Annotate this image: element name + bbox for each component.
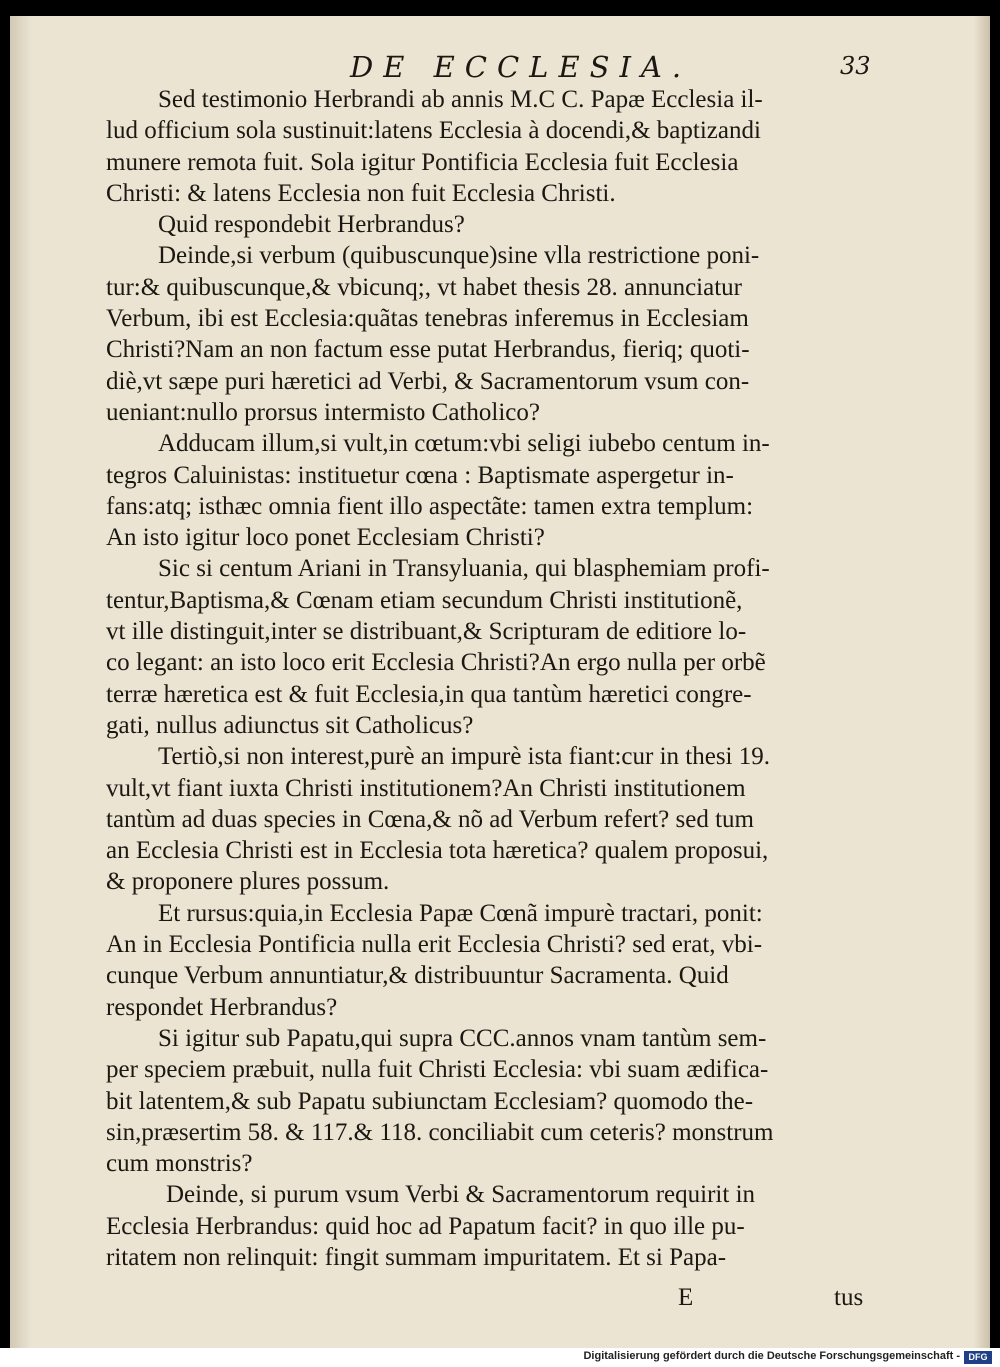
text-line: Et rursus:quia,in Ecclesia Papæ Cœnã impurè tractari, ponit: [158, 899, 763, 927]
text-line: Adducam illum,si vult,in cœtum:vbi seligi iubebo centum in- [158, 430, 770, 458]
text-line: Si igitur sub Papatu,qui supra CCC.annos vnam tantùm sem- [158, 1024, 767, 1052]
text-line: An in Ecclesia Pontificia nulla erit Ecclesia Christi? sed erat, vbi- [106, 931, 763, 959]
text-line: co legant: an isto loco erit Ecclesia Christi?An ergo nulla per orbẽ [106, 649, 766, 677]
text-line: tegros Caluinistas: instituetur cœna : Baptismate aspergetur in- [106, 461, 734, 489]
text-line: ritatem non relinquit: fingit summam impuritatem. Et si Papa- [106, 1243, 727, 1271]
text-line: per speciem præbuit, nulla fuit Christi Ecclesia: vbi suam ædifica- [106, 1056, 769, 1084]
text-line: bit latentem,& sub Papatu subiunctam Ecclesiam? quomodo the- [106, 1087, 754, 1115]
text-line: Sic si centum Ariani in Transyluania, qui blasphemiam profi- [158, 555, 770, 583]
text-line: vt ille distinguit,inter se distribuant,& Scripturam de editiore lo- [106, 618, 747, 646]
text-line: vult,vt fiant iuxta Christi institutionem?An Christi institutionem [106, 774, 746, 802]
catchword: tus [834, 1284, 864, 1311]
book-page [10, 16, 990, 1348]
text-line: & proponere plures possum. [106, 868, 390, 896]
text-line: cum monstris? [106, 1150, 253, 1178]
text-line: An isto igitur loco ponet Ecclesiam Christi? [106, 524, 545, 552]
text-line: cunque Verbum annuntiatur,& distribuuntur Sacramenta. Quid [106, 962, 729, 990]
text-line: tantùm ad duas species in Cœna,& nõ ad Verbum refert? sed tum [106, 805, 754, 833]
text-line: tentur,Baptisma,& Cœnam etiam secundum Christi institutionẽ, [106, 586, 743, 614]
text-line: Sed testimonio Herbrandi ab annis M.C C. Papæ Ecclesia il- [158, 86, 763, 113]
credit-bar [0, 1348, 1000, 1367]
page-number: 33 [840, 52, 871, 80]
page-footer [10, 1284, 990, 1318]
text-line: Ecclesia Herbrandus: quid hoc ad Papatum facit? in quo ille pu- [106, 1212, 745, 1240]
text-line: gati, nullus adiunctus sit Catholicus? [106, 711, 474, 739]
credit-text: Digitalisierung gefördert durch die Deutsche Forschungsgemeinschaft - [583, 1350, 960, 1362]
page-edge-shadow [974, 16, 990, 1348]
dfg-logo-icon: DFG [964, 1351, 992, 1364]
text-line: Tertiò,si non interest,purè an impurè ista fiant:cur in thesi 19. [158, 743, 770, 771]
text-line: Verbum, ibi est Ecclesia:quãtas tenebras inferemus in Ecclesiam [106, 305, 749, 333]
text-line: Christi: & latens Ecclesia non fuit Ecclesia Christi. [106, 179, 616, 207]
signature-mark: E [678, 1284, 694, 1311]
running-title: DE ECCLESIA. [350, 50, 692, 84]
text-line: lud officium sola sustinuit:latens Ecclesia à docendi,& baptizandi [106, 117, 761, 145]
text-line: an Ecclesia Christi est in Ecclesia tota hæretica? qualem proposui, [106, 837, 769, 865]
text-line: terræ hæretica est & fuit Ecclesia,in qua tantùm hæretici congre- [106, 680, 752, 708]
text-line: Christi?Nam an non factum esse putat Herbrandus, fieriq; quoti- [106, 336, 750, 364]
text-line: respondet Herbrandus? [106, 993, 338, 1021]
text-line: diè,vt sæpe puri hæretici ad Verbi, & Sacramentorum vsum con- [106, 367, 750, 395]
text-line: fans:atq; isthæc omnia fient illo aspectãte: tamen extra templum: [106, 492, 754, 520]
text-line: tur:& quibuscunque,& vbicunq;, vt habet thesis 28. annunciatur [106, 273, 742, 301]
text-line: sin,præsertim 58. & 117.& 118. conciliabit cum ceteris? monstrum [106, 1118, 774, 1146]
body-text [106, 84, 876, 1273]
text-line: munere remota fuit. Sola igitur Pontificia Ecclesia fuit Ecclesia [106, 148, 739, 176]
text-line: Deinde,si verbum (quibuscunque)sine vlla restrictione poni- [158, 242, 760, 270]
text-line: Deinde, si purum vsum Verbi & Sacramentorum requirit in [166, 1181, 756, 1209]
page-gutter-shadow [10, 16, 32, 1348]
text-line: ueniant:nullo prorsus intermisto Catholico? [106, 398, 540, 426]
text-line: Quid respondebit Herbrandus? [158, 211, 465, 239]
